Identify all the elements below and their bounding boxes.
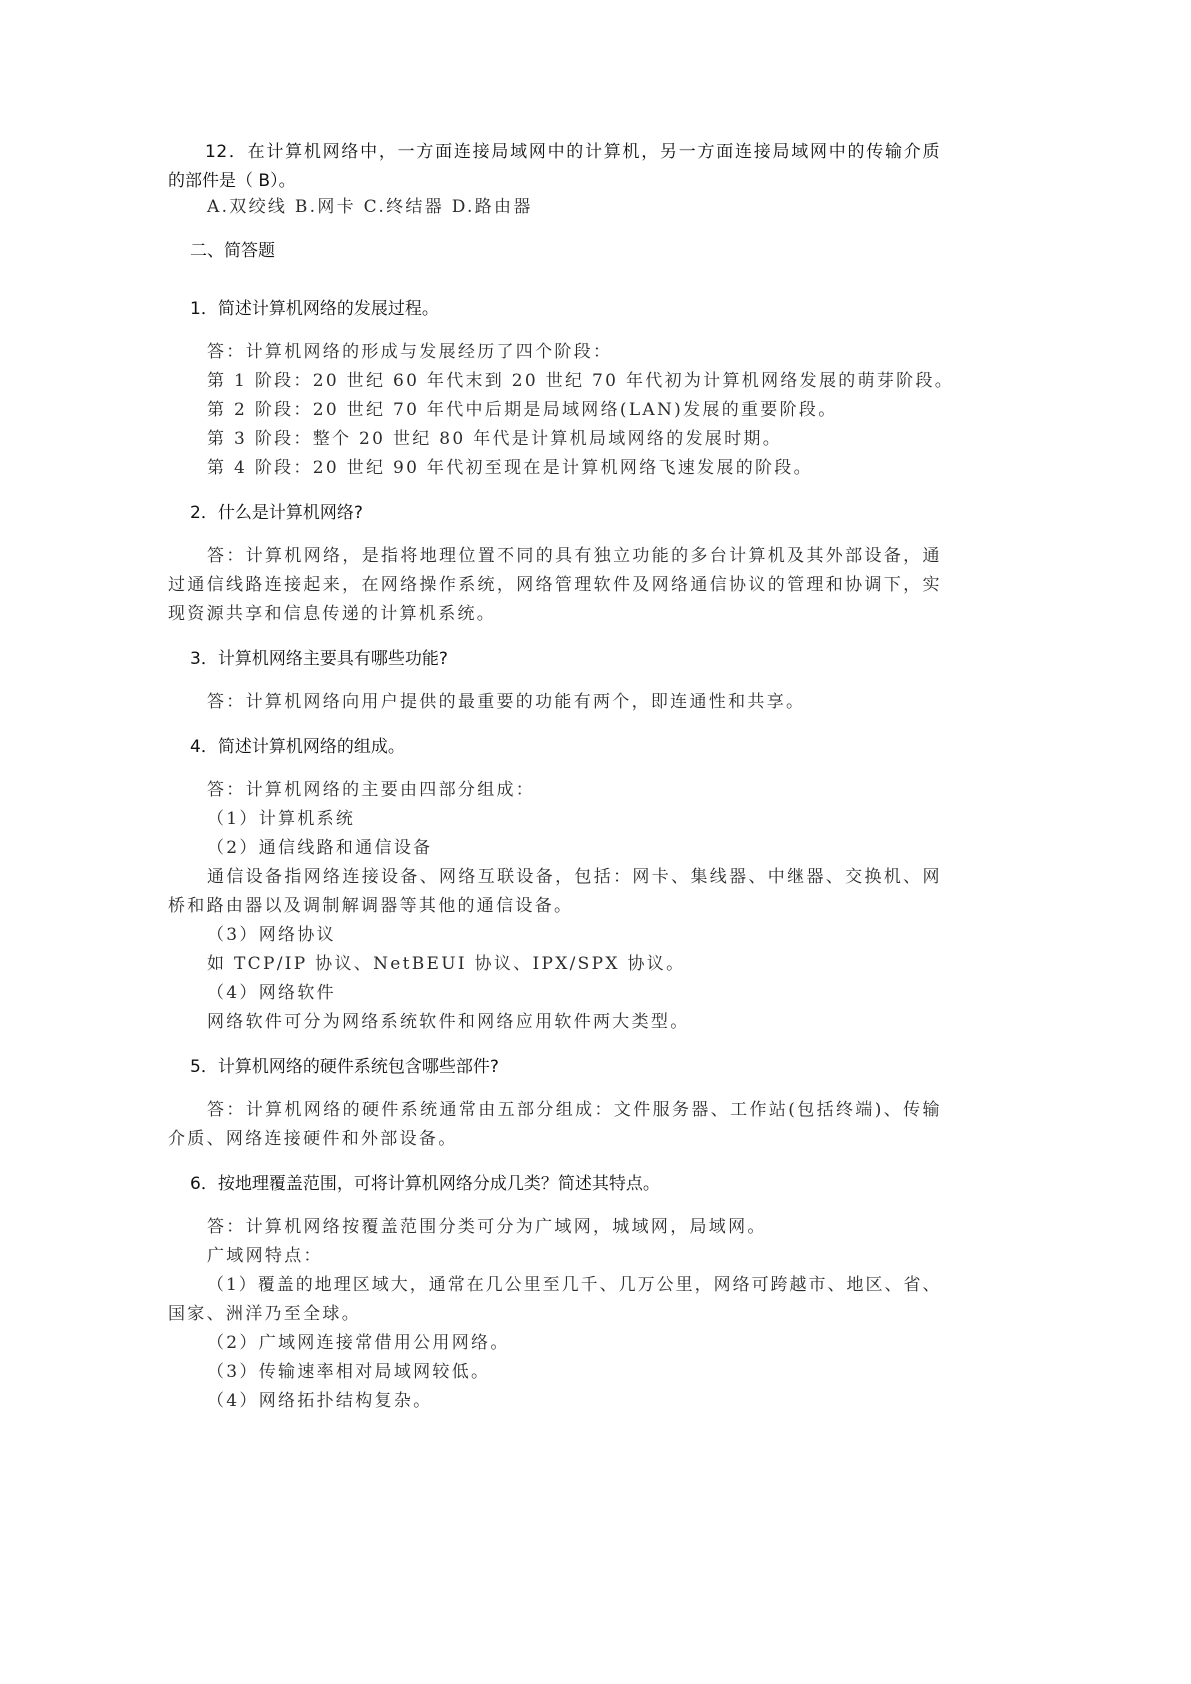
- question-12-options: A.双绞线 B.网卡 C.终结器 D.路由器: [207, 197, 533, 217]
- question-12-text-line: 12．在计算机网络中，一方面连接局域网中的计算机，另一方面连接局域网中的传输介质: [205, 142, 940, 162]
- answer-line: （2）广域网连接常借用公用网络。: [207, 1333, 510, 1353]
- answer-line: 过通信线路连接起来，在网络操作系统，网络管理软件及网络通信协议的管理和协调下，实: [168, 575, 940, 595]
- answer-line: 答：计算机网络向用户提供的最重要的功能有两个，即连通性和共享。: [207, 692, 806, 712]
- question-6: [168, 1170, 940, 1416]
- answer-line: 广域网特点：: [207, 1246, 323, 1266]
- answer-line: 通信设备指网络连接设备、网络互联设备，包括：网卡、集线器、中继器、交换机、网: [207, 867, 940, 887]
- answer-line: （3）网络协议: [207, 925, 336, 945]
- question-12-text-line: 的部件是（ B）。: [168, 171, 296, 191]
- answer-line: 第 3 阶段：整个 20 世纪 80 年代是计算机局域网络的发展时期。: [207, 429, 783, 449]
- answer-line: 网络软件可分为网络系统软件和网络应用软件两大类型。: [207, 1012, 690, 1032]
- answer-line: 桥和路由器以及调制解调器等其他的通信设备。: [168, 896, 574, 916]
- answer-line: 介质、网络连接硬件和外部设备。: [168, 1129, 458, 1149]
- question-12: [168, 138, 940, 222]
- question-1: [168, 295, 955, 483]
- question-5-title: 5．计算机网络的硬件系统包含哪些部件?: [190, 1057, 499, 1077]
- answer-line: （4）网络软件: [207, 983, 336, 1003]
- question-2-title: 2．什么是计算机网络?: [190, 503, 363, 523]
- answer-line: （1）覆盖的地理区域大，通常在几公里至几千、几万公里，网络可跨越市、地区、省、: [207, 1275, 940, 1295]
- answer-line: 答：计算机网络的硬件系统通常由五部分组成：文件服务器、工作站(包括终端)、传输: [207, 1100, 940, 1120]
- answer-line: 第 1 阶段：20 世纪 60 年代末到 20 世纪 70 年代初为计算机网络发展的萌芽阶段。: [207, 371, 955, 391]
- answer-line: 答：计算机网络按覆盖范围分类可分为广域网，城域网，局域网。: [207, 1217, 767, 1237]
- answer-line: 第 4 阶段：20 世纪 90 年代初至现在是计算机网络飞速发展的阶段。: [207, 458, 813, 478]
- question-6-title: 6．按地理覆盖范围，可将计算机网络分成几类？简述其特点。: [190, 1174, 660, 1194]
- question-4: [168, 733, 940, 1037]
- answer-line: 答：计算机网络，是指将地理位置不同的具有独立功能的多台计算机及其外部设备，通: [207, 546, 940, 566]
- question-5: [168, 1053, 940, 1154]
- section-title: 二、简答题: [190, 241, 275, 261]
- answer-line: 答：计算机网络的主要由四部分组成：: [207, 780, 536, 800]
- answer-line: （1）计算机系统: [207, 809, 356, 829]
- question-3: [168, 645, 940, 717]
- document-page: [168, 138, 955, 1416]
- answer-line: 国家、洲洋乃至全球。: [168, 1304, 361, 1324]
- answer-line: （2）通信线路和通信设备: [207, 838, 433, 858]
- answer-line: 现资源共享和信息传递的计算机系统。: [168, 604, 497, 624]
- answer-line: 答：计算机网络的形成与发展经历了四个阶段：: [207, 342, 613, 362]
- question-3-title: 3．计算机网络主要具有哪些功能?: [190, 649, 448, 669]
- answer-line: （3）传输速率相对局域网较低。: [207, 1362, 491, 1382]
- question-4-title: 4．简述计算机网络的组成。: [190, 737, 405, 757]
- question-2: [168, 499, 940, 629]
- answer-line: 如 TCP/IP 协议、NetBEUI 协议、IPX/SPX 协议。: [207, 954, 686, 974]
- question-1-title: 1．简述计算机网络的发展过程。: [190, 299, 439, 319]
- answer-line: 第 2 阶段：20 世纪 70 年代中后期是局域网络(LAN)发展的重要阶段。: [207, 400, 838, 420]
- answer-line: （4）网络拓扑结构复杂。: [207, 1391, 433, 1411]
